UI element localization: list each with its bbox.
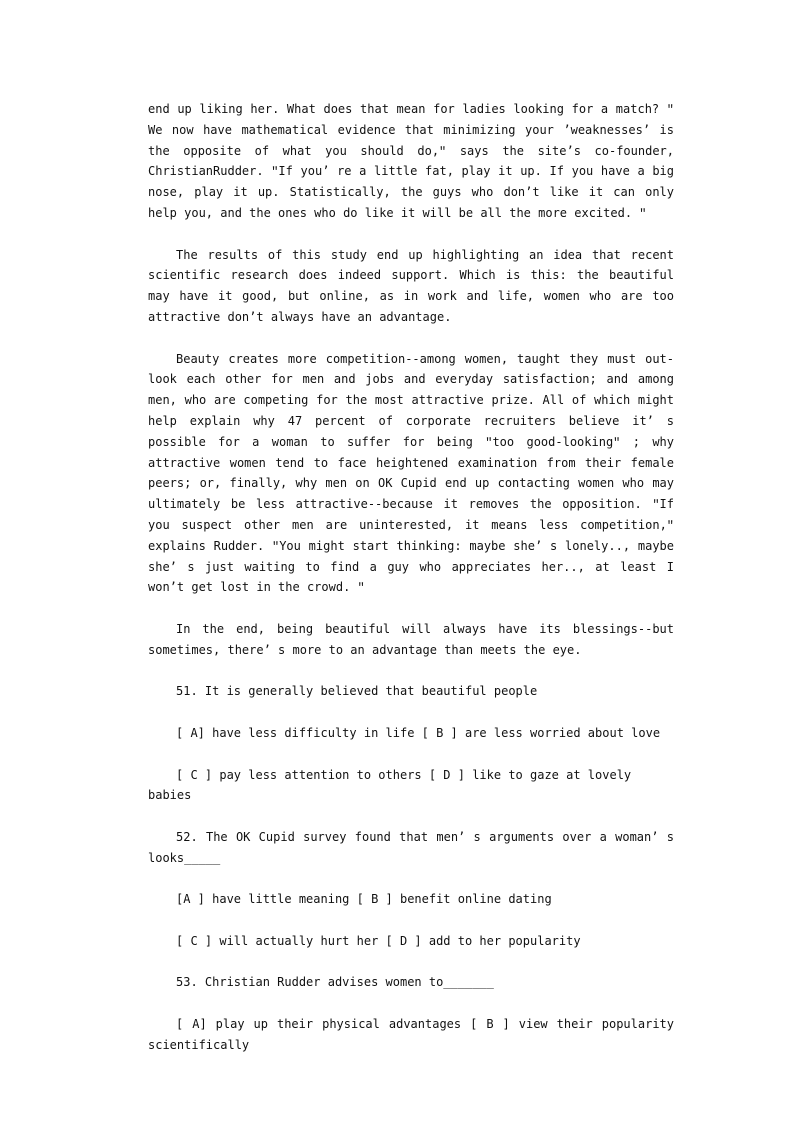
question-51-options-ab: [ A] have less difficulty in life [ B ] are less worried about love (176, 725, 661, 740)
question-52-options-ab: [A ] have little meaning [ B ] benefit online dating (176, 892, 552, 907)
question-51-stem: 51. It is generally believed that beautiful people (176, 684, 538, 699)
paragraph-3: Beauty creates more competition--among women, taught they must out-look each other for men and jobs and everyday satisfaction; and among men, who are competing for the most attractive prize. All of which might help explain why 47 percent of corporate recruiters believe it’ s possible for a woman to suffer for being ʺtoo good-lookingʺ ; why attractive women tend to face heightened examination from their female peers; or, finally, why men on OK Cupid end up contacting women who may ultimately be less attractive--because it removes the opposition. ʺIf you suspect other men are uninterested, it means less competition,ʺ explains Rudder. ʺYou might start thinking: maybe she’ s lonely.., maybe she’ s just waiting to find a guy who appreciates her.., at least I won’t get lost in the crowd. ʺ (148, 351, 674, 595)
question-51-options-cd: [ C ] pay less attention to others [ D ] like to gaze at lovely babies (148, 767, 632, 803)
document-page (148, 99, 674, 1076)
paragraph-2: The results of this study end up highlighting an idea that recent scientific research does indeed support. Which is this: the beautiful may have it good, but online, as in work and life, women who are too attractive don’t always have an advantage. (148, 247, 674, 324)
question-52-options-cd: [ C ] will actually hurt her [ D ] add to her popularity (176, 933, 581, 948)
question-53-options-ab: [ A] play up their physical advantages [ B ] view their popularity scientifically (148, 1017, 674, 1052)
question-52-stem: 52. The OK Cupid survey found that men’ s arguments over a woman’ s looks_____ (148, 829, 674, 865)
question-53-stem: 53. Christian Rudder advises women to_______ (176, 975, 494, 990)
paragraph-1: end up liking her. What does that mean for ladies looking for a match? ʺ We now have mathematical evidence that minimizing your ’weaknesses’ is the opposite of what you should do,ʺ says the site’s co-founder, ChristianRudder. ʺIf you’ re a little fat, play it up. If you have a big nose, play it up. Statistically, the guys who don’t like it can only help you, and the ones who do like it will be all the more excited. ʺ (148, 102, 674, 220)
paragraph-4: In the end, being beautiful will always have its blessings--but sometimes, there’ s more to an advantage than meets the eye. (148, 621, 674, 657)
